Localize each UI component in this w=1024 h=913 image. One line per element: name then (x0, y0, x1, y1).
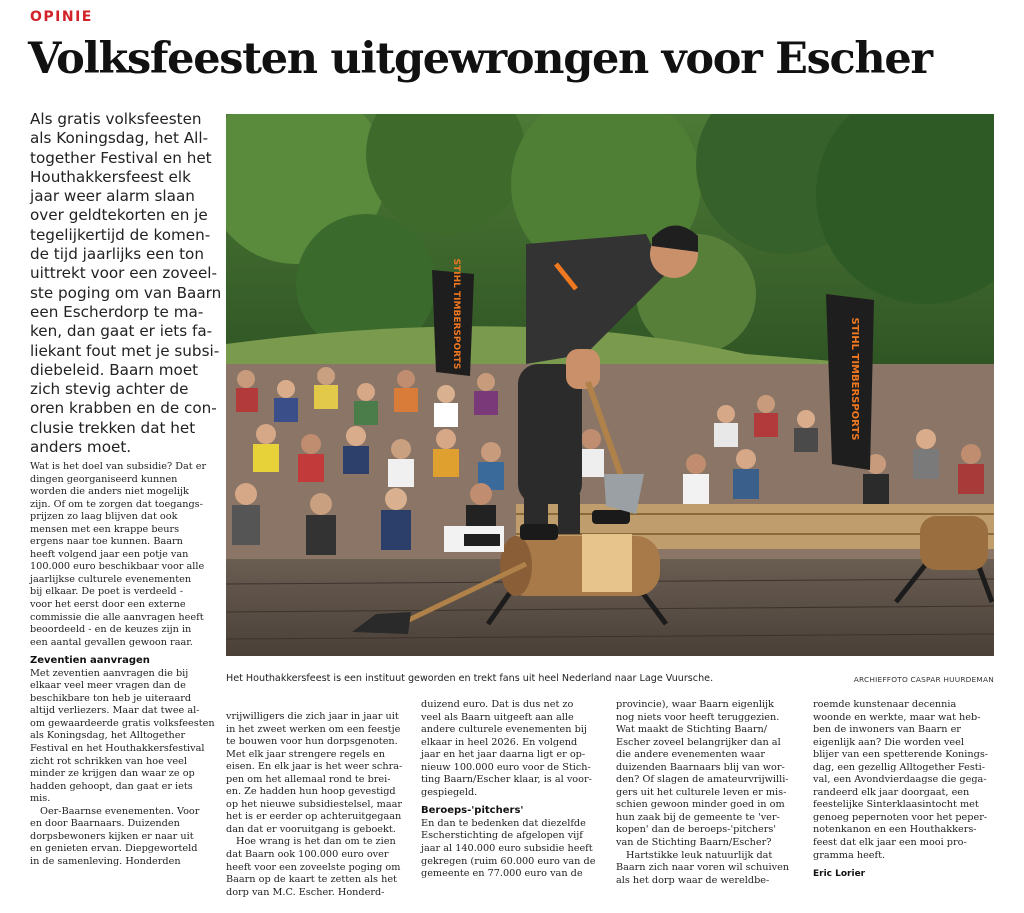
svg-text:STIHL TIMBERSPORTS: STIHL TIMBERSPORTS (849, 317, 860, 441)
body-line: bij elkaar. De poet is verdeeld - (30, 586, 183, 598)
body-column-4 (616, 699, 789, 887)
subheading: Zeventien aanvragen (30, 655, 150, 667)
body-line: woonde en werkte, maar wat heb- (813, 711, 981, 723)
body-line: Escherstichting de afgelopen vijf (421, 830, 583, 842)
body-line: provincie), waar Baarn eigenlijk (616, 699, 774, 710)
body-line: worden die anders niet mogelijk (30, 486, 189, 498)
body-line: Festival en het Houthakkersfestival (30, 743, 205, 755)
body-column-3 (421, 699, 595, 881)
body-line: blijer van een spetterende Konings- (813, 749, 989, 761)
photo-caption: Het Houthakkersfeest is een instituut geworden en trekt fans uit heel Nederland naar Lage Vuursche. (226, 673, 714, 684)
body-line: in de samenleving. Honderden (30, 855, 181, 867)
lead-line: jaar weer alarm slaan (30, 187, 195, 206)
body-line: en. Ze hadden hun hoop gevestigd (226, 786, 396, 798)
photo-credit: ARCHIEFFOTO CASPAR HUURDEMAN (853, 675, 994, 684)
body-line: elkaar in heel 2026. En volgend (421, 736, 578, 748)
body-line: die andere evenementen waar (616, 749, 765, 761)
article-photo (226, 114, 994, 656)
body-line: andere culturele evenementen bij (421, 724, 587, 736)
body-line: mis. (30, 793, 51, 805)
body-line: dag, een gezellig Alltogether Festi- (813, 761, 986, 773)
lead-line: een Escherdorp te ma- (30, 302, 204, 321)
body-line: zijn. Of om te zorgen dat toegangs- (30, 498, 203, 510)
body-line: duizend euro. Dat is dus net zo (421, 699, 574, 710)
body-line: 100.000 euro beschikbaar voor alle (30, 561, 205, 573)
body-line: in het zweet werken om een feestje (226, 723, 401, 735)
banner-left (432, 259, 474, 376)
body-line: en door Baarnaars. Duizenden (30, 818, 180, 830)
body-line: Hoe wrang is het dan om te zien (236, 836, 396, 848)
lead-line: over geldtekorten en je (30, 206, 208, 225)
lead-line: uittrekt voor een zoveel- (30, 264, 218, 283)
body-column-1 (30, 461, 215, 869)
body-line: een aantal gevallen gewoon raar. (30, 636, 193, 648)
body-line: En dan te bedenken dat diezelfde (421, 817, 586, 829)
body-line: eigenlijk aan? Die worden veel (813, 736, 964, 748)
headline: Volksfeesten uitgewrongen voor Escher (28, 34, 932, 84)
lead-line: oren krabben en de con- (30, 399, 217, 418)
body-line: het is er eerder op achteruitgegaan (226, 811, 402, 823)
body-line: kopen' dan de beroeps-'pitchers' (616, 824, 777, 836)
body-column-2 (226, 711, 402, 899)
body-line: veel als Baarn uitgeeft aan alle (421, 711, 574, 723)
body-line: commissie die alle aanvragen heeft (30, 611, 204, 623)
section-kicker: OPINIE (30, 9, 93, 25)
body-line: Baarn zich naar voren wil schuiven (616, 862, 790, 874)
svg-text:STIHL TIMBERSPORTS: STIHL TIMBERSPORTS (451, 258, 461, 370)
body-line: vrijwilligers die zich jaar in jaar uit (226, 711, 399, 722)
lead-line: clusie trekken dat het (30, 418, 196, 437)
lead-line: anders moet. (30, 438, 132, 457)
lead-paragraph (30, 110, 222, 457)
body-line: van de Stichting Baarn/Escher? (616, 837, 772, 849)
lead-line: zich stevig achter de (30, 380, 189, 399)
body-line: gespiegeld. (421, 786, 478, 798)
body-line: mensen met een krappe beurs (30, 523, 180, 535)
body-line: minder ze krijgen dan waar ze op (30, 768, 195, 780)
body-line: dingen georganiseerd kunnen (30, 473, 178, 485)
body-line: om gewaardeerde gratis volksfeesten (30, 717, 215, 729)
body-line: dorpsbewoners kijken er naar uit (30, 830, 194, 842)
body-line: nieuw 100.000 euro voor de Stich- (421, 761, 591, 773)
body-line: randeerd elk jaar doorgaat, een (813, 786, 970, 798)
body-line: ergens naar toe kunnen. Baarn (30, 536, 183, 548)
body-line: hadden gehoopt, dan gaat er iets (30, 780, 193, 792)
banner-right (826, 294, 874, 470)
body-line: Met elk jaar strengere regels en (226, 748, 385, 760)
body-line: prijzen zo laag blijven dat ook (30, 511, 178, 523)
body-line: gemeente en 77.000 euro van de (421, 868, 583, 880)
body-line: voor het eerst door een externe (30, 599, 186, 611)
body-line: zicht rot schrikken van hoe veel (30, 755, 187, 767)
body-line: ting Baarn/Escher klaar, is al voor- (421, 774, 592, 786)
body-line: Baarn op de kaart te zetten als het (226, 874, 397, 886)
author-signature: Eric Lorier (813, 869, 866, 880)
body-line: Met zeventien aanvragen die bij (30, 667, 189, 679)
subheading: Beroeps-'pitchers' (421, 805, 524, 817)
lead-line: de tijd jaarlijks een ton (30, 245, 204, 264)
body-line: feestelijke Sinterklaasintocht met (813, 799, 979, 811)
lead-line: Als gratis volksfeesten (30, 110, 202, 128)
body-line: als Koningsdag, het Alltogether (30, 730, 186, 742)
body-line: op het nieuwe subsidiestelsel, maar (226, 798, 403, 810)
body-line: schien gewoon minder goed in om (616, 799, 785, 811)
lead-line: tegelijkertijd de komen- (30, 225, 211, 244)
body-line: dan dat er vooruitgang is geboekt. (226, 823, 396, 835)
body-line: ben de inwoners van Baarn er (813, 724, 961, 736)
body-line: Hartstikke leuk natuurlijk dat (626, 849, 773, 861)
body-line: notenkanon en een Houthakkers- (813, 824, 977, 836)
body-line: beoordeeld - en de keuzes zijn in (30, 624, 192, 636)
lead-line: together Festival en het (30, 148, 212, 167)
lead-line: Houthakkersfeest elk (30, 167, 191, 186)
body-line: dorp van M.C. Escher. Honderd- (226, 886, 385, 898)
body-line: altijd verliezers. Maar dat twee al- (30, 705, 200, 717)
body-line: feest dat elk jaar een mooi pro- (813, 837, 967, 849)
body-line: genoeg pepernoten voor het peper- (813, 811, 988, 823)
body-line: beschikbare ton heb je uiteraard (30, 692, 192, 704)
body-line: te bouwen voor hun dorpsgenoten. (226, 736, 398, 748)
body-line: Escher zoveel belangrijker dan al (616, 736, 781, 748)
body-line: Oer-Baarnse evenementen. Voor (40, 805, 200, 817)
body-line: pen om het allemaal rond te brei- (226, 773, 391, 785)
body-line: duizenden Baarnaars blij van wor- (616, 761, 785, 773)
body-line: jaar al 140.000 euro subsidie heeft (421, 843, 593, 855)
body-line: dat Baarn ook 100.000 euro over (226, 849, 389, 861)
body-line: Wat maakt de Stichting Baarn/ (616, 724, 768, 736)
body-line: nog niets voor heeft teruggezien. (616, 711, 780, 723)
body-column-5 (813, 699, 988, 881)
lead-line: ken, dan gaat er iets fa- (30, 322, 213, 341)
body-line: hun zaak bij de gemeente te 'ver- (616, 811, 780, 823)
lead-line: ste poging om van Baarn (30, 283, 222, 302)
body-line: jaar en het jaar daarna ligt er op- (421, 749, 586, 761)
body-line: roemde kunstenaar decennia (813, 699, 957, 710)
body-line: eisen. En elk jaar is het weer schra- (226, 761, 403, 773)
body-line: val, een Avondvierdaagse die gega- (813, 774, 987, 786)
lead-line: liekant fout met je subsi- (30, 341, 220, 360)
body-line: gramma heeft. (813, 849, 886, 861)
body-line: gekregen (ruim 60.000 euro van de (421, 855, 596, 867)
body-line: jaarlijkse culturele evenementen (30, 573, 192, 585)
body-line: Wat is het doel van subsidie? Dat er (30, 461, 207, 472)
body-line: heeft voor een zoveelste poging om (226, 861, 401, 873)
body-line: als het dorp waar de wereldbe- (616, 874, 770, 886)
body-line: elkaar veel meer vragen dan de (30, 680, 186, 692)
lead-line: als Koningsdag, het All- (30, 129, 209, 148)
body-line: gers uit het culturele leven er mis- (616, 786, 787, 798)
body-line: en genieten ervan. Diepgeworteld (30, 843, 198, 855)
lead-line: diebeleid. Baarn moet (30, 360, 199, 379)
body-line: heeft volgend jaar een potje van (30, 548, 189, 560)
lumberjack-photo (226, 114, 994, 656)
body-line: den? Of slagen de amateurvrijwilli- (616, 774, 789, 786)
